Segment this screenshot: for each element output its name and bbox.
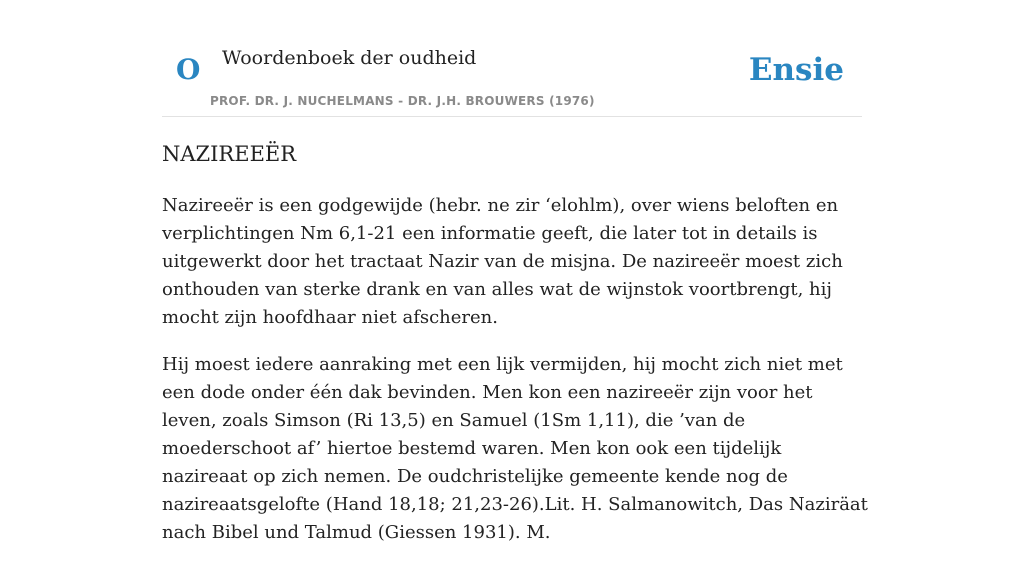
article-content: [162, 192, 872, 566]
book-title[interactable]: Woordenboek der oudheid: [222, 47, 477, 69]
header: [162, 0, 862, 117]
entry-title: NAZIREEËR: [162, 142, 297, 166]
brand-logo-link[interactable]: Ensie: [748, 52, 844, 88]
section-letter[interactable]: O: [176, 53, 201, 86]
article-paragraph: Nazireeër is een godgewijde (hebr. ne zir ‘elohlm), over wiens beloften en verplichtingen Nm 6,1-21 een informatie geeft, die later tot in details is uitgewerkt door het tractaat Nazir van de misjna. De nazireeër moest zich onthouden van sterke drank en van alles wat de wijnstok voortbrengt, hij mocht zijn hoofdhaar niet afscheren.: [162, 195, 843, 328]
article-paragraph: Hij moest iedere aanraking met een lijk vermijden, hij mocht zich niet met een dode onder één dak bevinden. Men kon een nazireeër zijn voor het leven, zoals Simson (Ri 13,5) en Samuel (1Sm 1,11), die ’van de moederschoot af’ hiertoe bestemd waren. Men kon ook een tijdelijk nazireaat op zich nemen. De oudchristelijke gemeente kende nog de nazireaatsgelofte (Hand 18,18; 21,23-26).Lit. H. Salmanowitch, Das Naziräat nach Bibel und Talmud (Giessen 1931). M.: [162, 354, 868, 543]
book-authors: PROF. DR. J. NUCHELMANS - DR. J.H. BROUWERS (1976): [210, 94, 595, 108]
